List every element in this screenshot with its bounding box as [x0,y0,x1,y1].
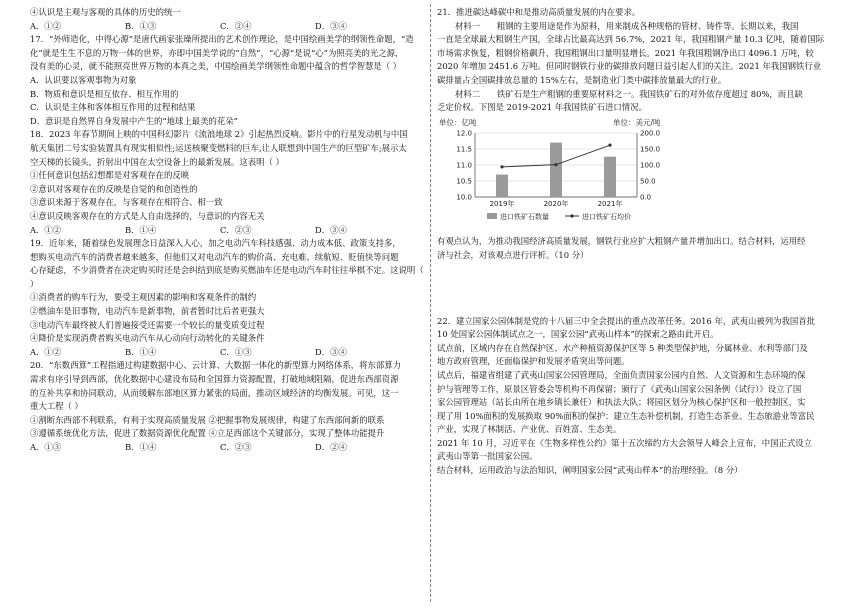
q20-stem-line: 的互补共享和协同联动，从而缓解东部地区算力紧张的局面，推动区域经济的均衡发展。可见，这一 [30,387,399,398]
q21-material1-line: 2020 年增加 2451.6 万吨。但同时钢铁行业的碳排放问题日益引起人们的关注。2021 年我国钢铁行业 [437,61,822,72]
q20-stem-line: 需求有序引导到西部，优化数据中心建设布局和全国算力资源配置，打破地域阻隔，促进东西部资源 [30,374,399,385]
y-tick-right: 150.0 [640,145,661,154]
q19-stem-line: 想购买电动汽车的消费者越来越多，但他们又对电动汽车的购价高、充电难、续航短、贬值快等问题 [30,251,399,262]
q20-item: ③遵循系统优化方法，促进了数据资源优化配置 ④立足西部这个关键部分，实现了整体功能提升 [30,428,385,439]
q22-stem-line: 试点后，福建省组建了武夷山国家公园管理局，全面负责国家公园内自然、人文资源和生态环境的保 [437,369,806,380]
q20-option-a: A．①③ [30,442,62,452]
q19-option-c: C．①③ [220,346,252,357]
q21-question-line: 济与社会，对该观点进行评析。（10 分） [437,249,589,260]
q19-item: ②燃油车是旧事物，电动汽车是新事物，前者暂时比后者更强大 [30,306,265,317]
bar-1 [496,174,508,196]
q19-stem-line: 心存疑虑，不少消费者在决定购买时还是会纠结到底是购买燃油车还是电动汽车时往往举棋不定。这说明（ ） [30,265,424,289]
q21-material1-line: 一直是全球最大粗钢生产国，全球占比最高达到 56.7%，2021 年，我国粗钢产量 10.3 亿吨，随着国际 [437,34,825,45]
left-column [30,6,425,455]
q20-option-b: B．①④ [125,442,157,452]
legend-line-marker [570,214,573,217]
q17-stem-line: 化”就是生生不息的万物一体的世界，亦即中国美学说的“自然”，“心源”是说“心”为照亮美的光之源， [30,47,404,58]
y-axis-left-label: 单位：亿吨 [439,117,477,127]
y-tick-right: 100.0 [640,161,661,170]
q20-option-d: D．②④ [315,442,347,452]
q18-stem-line: 18．2023 年春节期间上映的中国科幻影片《流浪地球 2》引起热烈反响。影片中的行星发动机与中国 [30,129,408,140]
y-axis-right-label: 单位：美元/吨 [613,117,661,127]
q19-option-b: B．①④ [125,346,157,357]
q16-option-b: B．①③ [125,20,157,31]
x-tick-label: 2019年 [489,199,515,208]
q20-item: ①割断东西部不利联系，有利于实现高质量发展 ②把握事物发展规律，构建了东西部间新的联系 [30,414,385,425]
q17-option-a: A．认识要以客观事物为对象 [30,74,137,85]
q19-item: ④降价是实现消费者购买电动汽车从心动向行动转化的关键条件 [30,333,265,344]
q19-stem-line: 19．近年来，随着绿色发展理念日益深入人心，加之电动汽车科技感强、动力成本低、政策支持多， [30,238,401,249]
q22-stem-line: 武夷山等第一批国家公园。 [437,451,538,462]
q22-stem-line: 结合材料，运用政治与法治知识，阐明国家公园“武夷山样本”的治理经验。（8 分） [437,465,743,476]
chart-svg [437,117,737,229]
y-tick-right: 200.0 [640,129,661,138]
price-point-3 [608,143,611,146]
q18-option-c: C．②③ [220,224,252,235]
q21-title: 21．推进碳达峰碳中和是推动高质量发展的内在要求。 [437,7,641,17]
right-column [437,6,835,478]
iron-ore-import-chart [437,117,835,234]
legend-line-label: 进口铁矿石均价 [582,212,631,221]
q21-material2-line: 乏定价权。下图是 2019-2021 年我国铁矿石进口情况。 [437,102,647,113]
q22-stem-line: 护与管理等工作，原景区管委会等机构不再保留；颁行了《武夷山国家公园条例（试行）》设立了国 [437,383,802,394]
y-tick-left: 11.5 [456,145,472,154]
x-tick-label: 2021年 [597,199,623,208]
y-tick-right: 0.0 [640,193,652,202]
q22-stem-line: 10 处国家公园体制试点之一，国家公园“武夷山样本”的探索之路由此开启。 [437,329,719,340]
q21-material1-line: 碳排量占全国碳排放总量的 15%左右，是制造业门类中碳排放量最大的行业。 [437,74,727,85]
q16-option-a: A．①② [30,20,62,31]
q21-material1-line: 市场需求恢复，粗钢价格飙升，我国粗钢出口量明显增长。2021 年我国粗钢净出口 4096.1 万吨，较 [437,47,814,58]
q17-stem-line: 没有美的心灵，就不能照亮世界万物的本真之美，中国绘画美学纲领性命题中蕴含的哲学智慧是（ ） [30,61,402,72]
y-tick-left: 11.0 [456,161,472,170]
y-tick-left: 12.0 [456,129,472,138]
q21-material2-line: 材料二 铁矿石是生产粗钢的重要原材料之一。我国铁矿石的对外依存度超过 80%，而且缺 [455,88,803,99]
answer-space [437,263,835,315]
q20-stem-line: 20．“东数西算”工程指通过构建数据中心、云计算、大数据一体化的新型算力网络体系，将东部算力 [30,360,401,371]
q17-stem-line: 17．“外师造化，中得心源”是唐代画家张璪所提出的艺术创作理论，是中国绘画美学的纲领性命题，“造 [30,34,414,45]
q22-stem-line: 地方政府管理，还面临保护和发展矛盾突出等问题。 [437,356,630,367]
q18-option-d: D．③④ [315,224,347,235]
q19-item: ③电动汽车最终被人们普遍接受还需要一个较长的量变质变过程 [30,319,265,330]
y-tick-right: 50.0 [640,177,656,186]
q16-options [30,20,425,34]
q16-tail: ④认识是主观与客观的具体的历史的统一 [30,7,181,17]
price-point-2 [554,163,557,166]
legend-bar-label: 进口铁矿石数量 [500,212,549,221]
q20-stem-line: 重大工程（ ） [30,401,83,412]
q19-item: ①消费者的购车行为，要受主观因素的影响和客观条件的制约 [30,292,257,303]
q17-option-d: D．意识是自然界自身发展中产生的“地球上最美的花朵” [30,115,238,126]
q21-material1-line: 材料一 粗钢的主要用途是作为原料，用来制成各种规格的管材、铸件等。长期以来，我国 [455,20,799,31]
column-divider [430,4,431,602]
q18-item: ③意识来源于客观存在，与客观存在相符合、相一致 [30,197,223,208]
q18-item: ④意识反映客观存在的方式是人自由选择的，与意识的内容无关 [30,210,265,221]
q20-option-c: C．②③ [220,442,252,452]
q21-question-line: 有观点认为，为推动我国经济高质量发展，钢铁行业应扩大粗钢产量并增加出口。结合材料，运用经 [437,236,806,247]
q22-stem-line: 产业，实现了林制活、产业优、百姓富、生态美。 [437,424,622,435]
q22-stem-line: 2021 年 10 月，习近平在《生物多样性公约》第十五次缔约方大会领导人峰会上宣布，中国正式设立 [437,437,812,448]
q19-options [30,346,425,360]
q18-option-b: B．①④ [125,224,157,235]
q22-stem-line: 22．建立国家公园体制是党的十八届三中全会提出的重点改革任务。2016 年，武夷山被列为我国首批 [437,315,816,326]
q18-stem-line: 航天集团二号实验装置具有现实相似性;运送核聚变燃料的巨车,让人联想到中国生产的巨型矿车;展示太 [30,142,407,153]
q20-options [30,441,425,455]
legend-bar-swatch [487,213,497,219]
q22-stem-line: 试点前，区域内存在自然保护区、水产种植资源保护区等 5 种类型保护地，分属林业、水利等部门及 [437,342,808,353]
price-point-1 [500,165,503,168]
q16-option-c: C．②④ [220,20,252,31]
q19-option-a: A．①② [30,346,62,357]
q18-option-a: A．①② [30,224,62,235]
bar-2 [550,142,562,196]
q18-stem-line: 空天梯的长镜头，折射出中国在太空设备上的最新发展。这表明（ ） [30,156,284,167]
y-tick-left: 10.5 [456,177,472,186]
y-tick-left: 10.0 [456,193,472,202]
q17-option-b: B．物质和意识是相互依存、相互作用的 [30,88,179,99]
q18-item: ②意识对客观存在的反映是自觉的和创造性的 [30,183,198,194]
q18-item: ①任何意识包括幻想都是对客观存在的反映 [30,170,190,181]
q18-options [30,224,425,238]
q19-option-d: D．③④ [315,346,347,357]
q22-stem-line: 家公园管理站（站长由所在地乡镇长兼任）和执法大队；将园区划分为核心保护区和一般控制区，实 [437,397,806,408]
bar-3 [604,156,616,196]
q17-option-c: C．认识是主体和客体相互作用的过程和结果 [30,102,196,113]
q16-option-d: D．③④ [315,20,347,31]
x-tick-label: 2020年 [543,199,569,208]
q22-stem-line: 现了用 10%面积的发展换取 90%面积的保护：建立生态补偿机制，打造生态茶业、生态旅游业等富民 [437,410,815,421]
